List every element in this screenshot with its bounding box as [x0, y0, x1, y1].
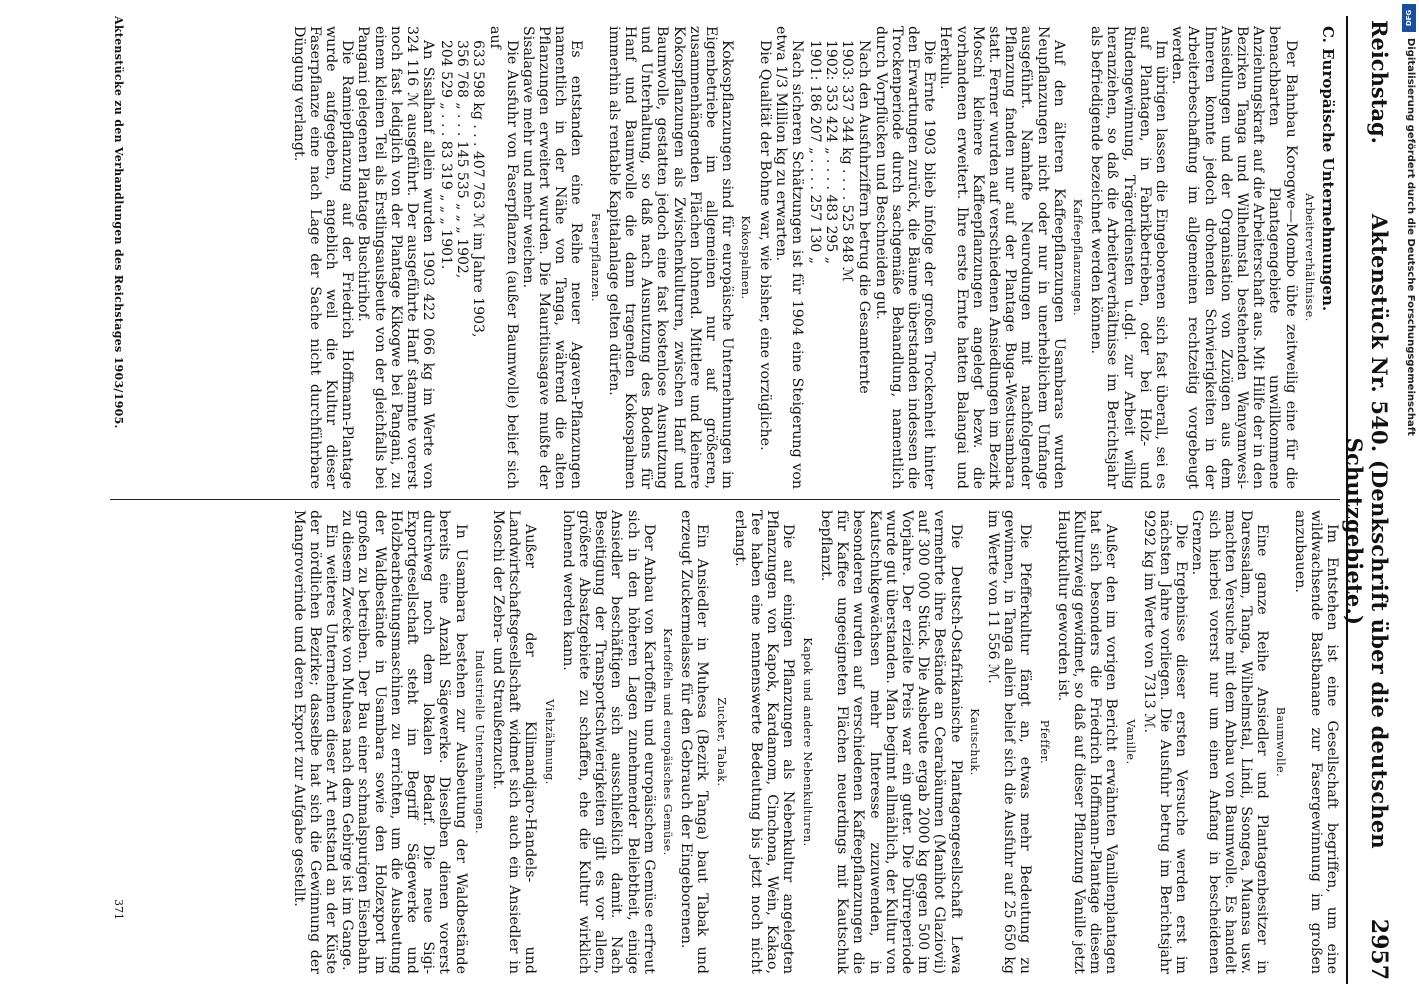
table-row: 1903: 337 344 kg . . . . 525 848 ℳ: [839, 40, 856, 282]
paragraph: Im Entstehen ist eine Gesellschaft begriffen, um eine wildwachsende Bastbanane zur Fasergewinnung im großen anzubauen.: [1291, 510, 1340, 974]
header-left: Reichstag.: [1367, 20, 1392, 144]
paragraph: Der Bahnbau Korogwe—Mombo übte zeitweilig eine für die benachbarten Plantagengebiete unwillkommene Anziehungskraft auf die Arbeiterschaft aus. Mit Hilfe der in den Bezirken Tanga und Wilhelmstal bestehenden Wanyamwesi-Ansiedlungen und der Organisation von Zuzügen aus dem Inneren konnte jedoch drohenden Schwierigkeiten in der Arbeiterbeschaffung im allgemeinen rechtzeitig vorgebeugt werden.: [1169, 26, 1299, 489]
side-imprint: [1400, 4, 1419, 704]
subheading-kapok: Kapok und andere Nebenkulturen.: [800, 637, 814, 847]
subheading-vieh: Viehzähmung.: [542, 699, 556, 785]
paragraph: Die Ergebnisse dieser ersten Versuche werden erst im nächsten Jahre vorliegen. Die Ausfuhr betrug im Berichtsjahr 9292 kg im Werte von 7313 ℳ.: [1140, 510, 1190, 974]
table-row: 1901: 186 207 „ . . . . 257 130 „: [807, 40, 824, 265]
paragraph: Die Pfefferkultur fängt an, etwas mehr Bedeutung zu gewinnen, in Tanga allein belief sich die Ausfuhr auf 25 650 kg im Werte von 11 556 ℳ.: [984, 510, 1034, 974]
table-row: 356 768 „ . . . 145 535 „ „ „ 1902,: [454, 40, 471, 279]
two-column-body: [110, 16, 1340, 984]
paragraph: Auf den älteren Kaffeepflanzungen Usambaras wurden Neupflanzungen nicht oder nur in unerheblichem Umfange ausgeführt. Namhafte Neurodungen mit nachfolgender Pflanzung fanden nur auf der Plantage Buga-Westusambara statt. Ferner wurden auf verschiedenen Ansiedlungen im Bezirk Moschi kleinere Kaffeepflanzungen angelegt bezw. die vorhandenen erweitert. Ihre erste Ernte hatten Balangai und Herkulu.: [937, 26, 1067, 489]
paragraph: Nach den Ausfuhrziffern betrug die Gesamternte: [856, 40, 873, 394]
subheading-kokos: Kokospalmen.: [739, 215, 753, 300]
left-column: [110, 16, 1340, 500]
subheading-pfeffer: Pfeffer.: [1037, 719, 1051, 765]
paragraph: Die Ramiepflanzung auf der Friedrich Hoffmann-Plantage wurde aufgegeben, angeblich weil die Kultur dieser Faserpflanze eine nach Lage der Sache nicht durchführbare Düngung verlangt.: [290, 26, 356, 489]
dfg-logo-text: DFG: [1405, 9, 1413, 27]
table-row: 1902: 353 424 „ . . . . 483 295 „: [823, 40, 840, 265]
subheading-kartoffeln: Kartoffeln und europäisches Gemüse.: [661, 628, 675, 856]
paragraph: Die auf einigen Pflanzungen als Nebenkultur angelegten Pflanzungen von Kapok, Kardamom, Cinchona, Wein, Kakao, Tee haben eine nennenswerte Bedeutung bis jetzt noch nicht erlangt.: [731, 510, 797, 974]
footer-sheet-number: 371: [112, 899, 125, 920]
paragraph: In Usambara bestehen zur Ausbeutung der Waldbestände bereits eine Anzahl Sägewerke. Dieselben dienen vorerst durchweg noch dem lokalen Bedarf. Die neue Sigi-Exportgesellschaft steht im Begriff Sägewerke und Holzbearbeitungsmaschinen zu errichten, um die Ausbeutung der Waldbestände in Usambara sowie den Holzexport im großen zu betreiben. Der Bau einer schmalspurigen Eisenbahn zu diesem Zwecke von Muhesa nach dem Gebirge ist im Gange.: [339, 510, 469, 974]
imprint-text: Digitalisierung gefördert durch die Deutsche Forschungsgemeinschaft: [1405, 38, 1416, 436]
paragraph: Nach sicheren Schätzungen ist für 1904 eine Steigerung von etwa 1/3 Million kg zu erwarten.: [772, 26, 806, 489]
subheading-kaffee: Kaffeepflanzungen.: [1070, 198, 1084, 317]
subheading-faser: Faserpflanzen.: [588, 212, 602, 303]
paragraph: Außer der Kilimandjaro-Handels- und Landwirtschaftsgesellschaft widmet sich auch ein Ansiedler in Moschi der Zebra- und Straußenzucht.: [490, 510, 539, 974]
paragraph: Ein weiteres Unternehmen dieser Art entstand an der Küste der nördlichen Bezirke; dasselbe hat sich die Gewinnung der Mangroverinde und deren Export zur Aufgabe gestellt.: [290, 510, 340, 974]
kaffee-harvest-table: [807, 40, 855, 489]
table-row: 204 529 „ . . . 83 319 „ „ „ 1901.: [438, 40, 455, 270]
right-column: [110, 500, 1340, 984]
faser-export-table: [438, 40, 486, 489]
subheading-industrie: Industrielle Unternehmungen.: [472, 650, 486, 834]
paragraph: An Sisalhanf allein wurden 1903 422 066 kg im Werte von 324 116 ℳ ausgeführt. Der ausgeführte Hanf stammte vorerst noch fast lediglich von der Plantage Kikogwe bei Pangani, zu einem kleinen Teil als Erstlingsausbeute von der gleichfalls bei Pangani gelegenen Plantage Buschirihof.: [355, 26, 437, 489]
subheading-vanille: Vanille.: [1123, 719, 1137, 765]
paragraph: Die Qualität der Bohne war, wie bisher, eine vorzügliche.: [756, 40, 773, 451]
paragraph: Die Deutsch-Ostafrikanische Plantagengesellschaft Lewa vermehrte ihre Bestände an Cearabäumen (Manihot Glaziovii) auf 300 000 Stück. Die Ausbeute ergab 2000 kg gegen 500 im Vorjahre. Der erzielte Preis war ein guter. Die Dürreperiode wurde gut überstanden. Man beginnt allmählich, der Kultur von Kautschukgewächsen mehr Interesse zuzuwenden, in besonderen wurden auf verschiedenen Kaffeepflanzungen die für Kaffee ungeeigneten Flächen neuerdings mit Kautschuk bepflanzt.: [817, 510, 964, 974]
paragraph: Außer den im vorigen Bericht erwähnten Vanillenplantagen hat sich besonders die Friedrich Hoffmann-Plantage diesem Kulturzweig gewidmet, so daß auf dieser Pflanzung Vanille jetzt Hauptkultur geworden ist.: [1054, 510, 1120, 974]
imprint-text-wrapper: [1402, 38, 1416, 678]
paragraph: Die Ausfuhr von Faserpflanzen (außer Baumwolle) belief sich auf: [487, 26, 520, 489]
table-row: 633 598 kg . . . 407 763 ℳ im Jahre 1903,: [470, 40, 487, 338]
paragraph: Eine ganze Reihe Ansiedler und Plantagenbesitzer in Daressalam, Tanga, Wilhelmstal, Lindi, Ssongea, Muansa usw. machten Versuche mit dem Anbau von Baumwolle. Es handelt sich hierbei vorerst nur um einen Anfang in bescheidenen Grenzen.: [1189, 510, 1271, 974]
paragraph: Kokospflanzungen sind für europäische Unternehmungen im Eigenbetriebe im allgemeinen nur auf größeren, zusammenhängenden Flächen lohnend. Mittlere und kleinere Kokospflanzungen als Zwischenkulturen, zwischen Hanf und Baumwolle, gestatten jedoch eine fast kostenlose Ausnutzung und Unterhaltung, so daß nach Ausnutzung des Bodens für Hanf und Baumwolle die dann tragenden Kokospalmen immerhin als rentable Kapitalanlage gelten dürfen.: [605, 26, 736, 489]
subheading-baumwolle: Baumwolle.: [1274, 706, 1288, 778]
page-header: [1342, 16, 1392, 984]
subheading-kautschuk: Kautschuk.: [967, 708, 981, 776]
section-title: C. Europäische Unternehmungen.: [1319, 26, 1337, 312]
paragraph: Es entstanden eine Reihe neuer Agaven-Pflanzungen namentlich in der Nähe von Tanga, während die alten Pflanzungen erweitert wurden. Die Mauritiusagave mußte der Sisalagave mehr und mehr weichen.: [519, 26, 585, 489]
paragraph: Ein Ansiedler in Muhesa (Bezirk Tanga) baut Tabak und erzeugt Zuckermelasse für den Gebrauch der Eingeborenen.: [678, 510, 711, 974]
page-number: 2957: [1366, 918, 1392, 980]
paragraph: Der Anbau von Kartoffeln und europäischem Gemüse erfreut sich in den höheren Lagen zunehmender Beliebtheit, einige Ansiedler beschäftigen sich ausschließlich damit. Nach Beseitigung der Transportschwierigkeiten gilt es vor allem, größere Absatzgebiete zu schaffen, ehe die Kultur wirklich lohnend werden kann.: [559, 510, 657, 974]
paragraph: Im übrigen lassen die Eingeborenen sich fast überall, sei es auf Plantagen, in Fabrikbetrieben, oder bei Holz- und Rindengewinnung, Trägerdiensten u.dgl. zur Arbeit willig heranziehen, so daß die Arbeiterverhältnisse im Berichtsjahr als befriedigende bezeichnet werden können.: [1088, 26, 1169, 489]
paragraph: Die Ernte 1903 blieb infolge der großen Trockenheit hinter den Erwartungen zurück, die Bäume überstanden indessen die Trockenperiode durch sachgemäße Behandlung, namentlich durch Vorpflücken und Beschneiden gut.: [872, 26, 938, 489]
dfg-logo: [1402, 4, 1416, 32]
header-title: Aktenstück Nr. 540. (Denkschrift über die deutschen Schutzgebiete.): [1342, 213, 1392, 849]
footer-source: Aktenstücke zu den Verhandlungen des Reichstages 1903/1905.: [112, 16, 125, 429]
subheading-zucker: Zucker, Tabak.: [714, 697, 728, 787]
subheading-arbeiter: Arbeiterverhältnisse.: [1302, 193, 1316, 322]
